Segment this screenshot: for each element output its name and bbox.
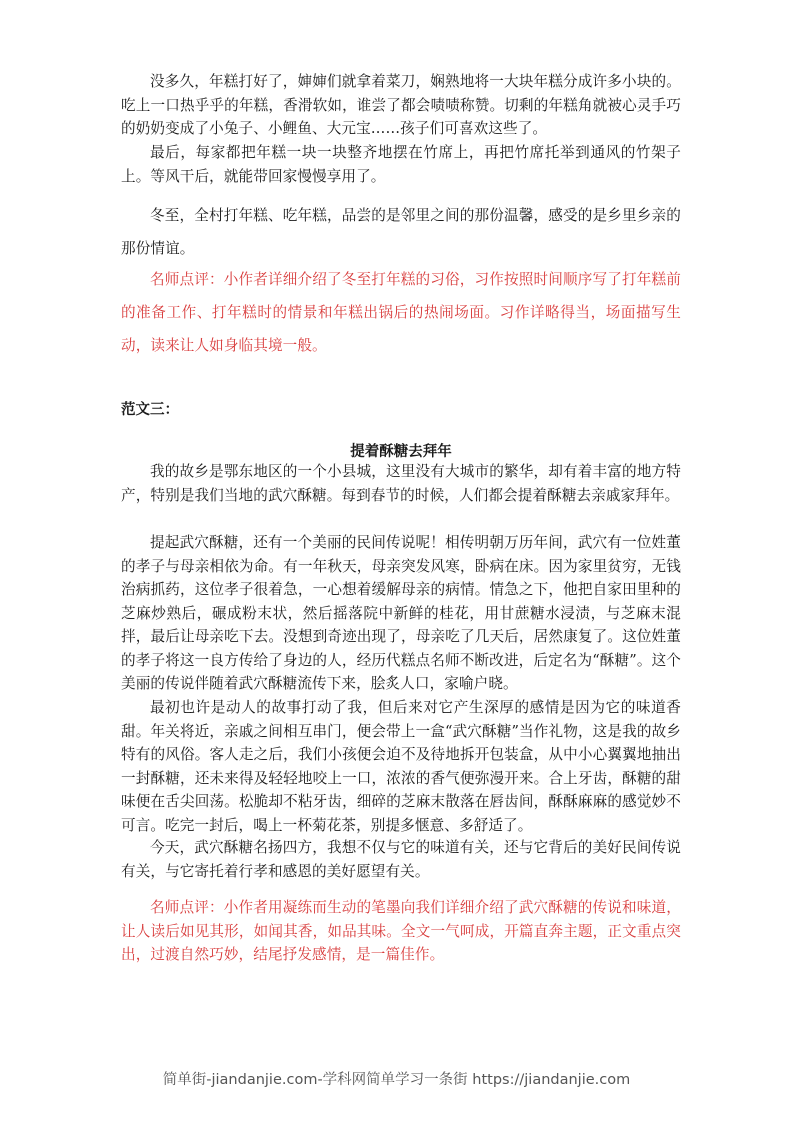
teacher-comment-1: 名师点评：小作者详细介绍了冬至打年糕的习俗，习作按照时间顺序写了打年糕前的准备工作、打年糕时的情景和年糕出锅后的热闹场面。习作详略得当，场面描写生动，读来让人如身临其境一般。	[121, 271, 681, 354]
essay-paragraph-4: 今天，武穴酥糖名扬四方，我想不仅与它的味道有关，还与它背后的美好民间传说有关，与它寄托着行孝和感恩的美好愿望有关。	[121, 839, 681, 880]
essay-paragraph-1: 我的故乡是鄂东地区的一个小县城，这里没有大城市的繁华，却有着丰富的地方特产，特别是我们当地的武穴酥糖。每到春节的时候，人们都会提着酥糖去亲戚家拜年。	[121, 463, 681, 504]
footer-watermark: 简单街-jiandanjie.com-学科网简单学习一条街 https://jiandanjie.com	[162, 1072, 631, 1088]
essay-paragraph-3: 最初也许是动人的故事打动了我，但后来对它产生深厚的感情是因为它的味道香甜。年关将近，亲戚之间相互串门，便会带上一盒“武穴酥糖”当作礼物，这是我的故乡特有的风俗。客人走之后，我们小孩便会迫不及待地拆开包装盒，从中小心翼翼地抽出一封酥糖，还未来得及轻轻地咬上一口，浓浓的香气便弥漫开来。合上牙齿，酥糖的甜味便在舌尖回荡。松脆却不粘牙齿，细碎的芝麻末散落在唇齿间，酥酥麻麻的感觉妙不可言。吃完一封后，喝上一杯菊花茶，别提多惬意、多舒适了。	[121, 699, 681, 834]
paragraph-winter-solstice: 冬至，全村打年糕、吃年糕，品尝的是邻里之间的那份温馨，感受的是乡里乡亲的那份情谊。	[121, 207, 681, 257]
teacher-comment-2: 名师点评：小作者用凝练而生动的笔墨向我们详细介绍了武穴酥糖的传说和味道，让人读后如见其形，如闻其香，如品其味。全文一气呵成，开篇直奔主题，正文重点突出，过渡自然巧妙，结尾抒发感情，是一篇佳作。	[121, 899, 681, 963]
section-label: 范文三：	[121, 402, 179, 418]
essay-title: 提着酥糖去拜年	[350, 444, 452, 460]
paragraph-rice-cake-cutting: 没多久，年糕打好了，婶婶们就拿着菜刀，娴熟地将一大块年糕分成许多小块的。吃上一口热乎乎的年糕，香滑软如，谁尝了都会啧啧称赞。切剩的年糕角就被心灵手巧的奶奶变成了小兔子、小鲤鱼、大元宝……孩子们可喜欢这些了。	[121, 73, 681, 137]
essay-paragraph-2: 提起武穴酥糖，还有一个美丽的民间传说呢！相传明朝万历年间，武穴有一位姓董的孝子与母亲相依为命。有一年秋天，母亲突发风寒，卧病在床。因为家里贫穷，无钱治病抓药，这位孝子很着急，一心想着缓解母亲的病情。情急之下，他把自家田里种的芝麻炒熟后，碾成粉末状，然后摇落院中新鲜的桂花，用甘蔗糖水浸渍，与芝麻末混拌，最后让母亲吃下去。没想到奇迹出现了，母亲吃了几天后，居然康复了。这位姓董的孝子将这一良方传给了身边的人，经历代糕点名师不断改进，后定名为“酥糖”。这个美丽的传说伴随着武穴酥糖流传下来，脍炙人口，家喻户晓。	[121, 534, 681, 692]
paragraph-rice-cake-drying: 最后，每家都把年糕一块一块整齐地摆在竹席上，再把竹席托举到通风的竹架子上。等风干后，就能带回家慢慢享用了。	[121, 144, 681, 185]
